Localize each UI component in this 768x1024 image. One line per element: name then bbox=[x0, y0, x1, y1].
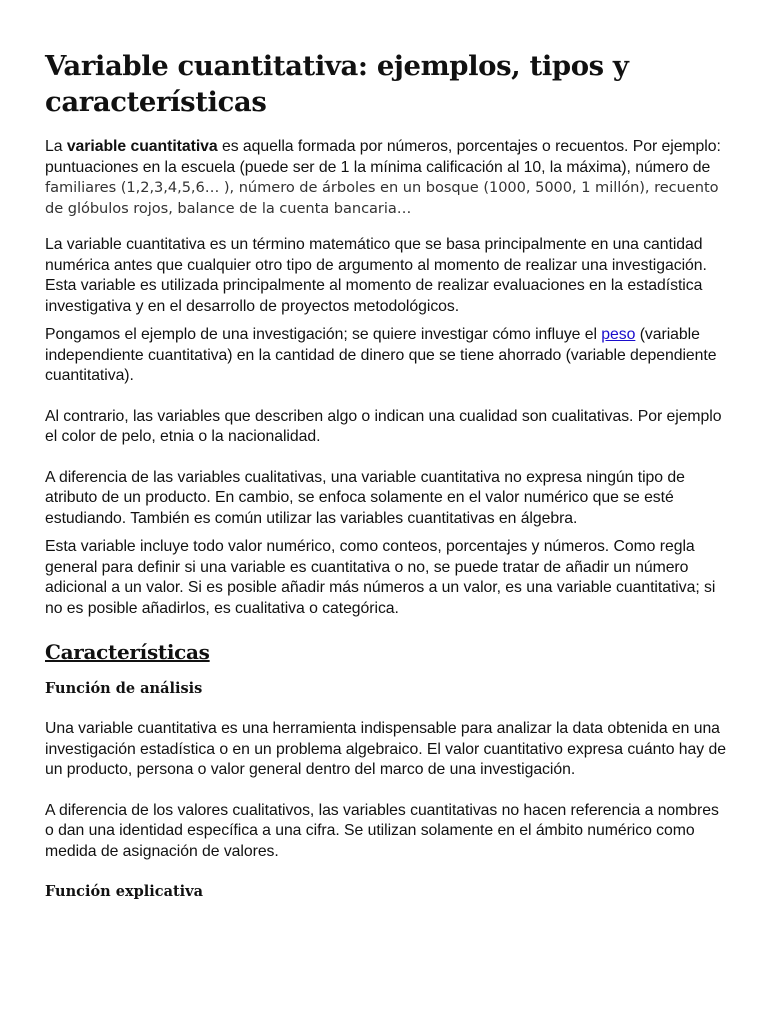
p3-after: (variable independiente cuantitativa) en la cantidad de dinero que se tiene ahorrado (variable dependiente cuantitativa). bbox=[45, 326, 717, 384]
intro-paragraph-2: La variable cuantitativa es un término matemático que se basa principalmente en una cantidad numérica antes que cualquier otro tipo de argumento al momento de realizar una investigación. Esta variable es utilizada principalmente al momento de realizar evaluaciones en la estadística investigativa y en el desarrollo de proyectos metodológicos. bbox=[45, 236, 707, 315]
subheading-analisis: Función de análisis bbox=[45, 680, 203, 697]
peso-link[interactable]: peso bbox=[601, 326, 636, 343]
analisis-paragraph-1: Una variable cuantitativa es una herramienta indispensable para analizar la data obtenida en una investigación estadística o en un problema algebraico. El valor cuantitativo expresa cuánto hay de un producto, persona o valor general dentro del marco de una investigación. bbox=[45, 720, 726, 778]
term-bold: variable cuantitativa bbox=[66, 138, 218, 155]
intro-paragraph-1 bbox=[45, 137, 730, 219]
page-title: Variable cuantitativa: ejemplos, tipos y características bbox=[45, 50, 629, 118]
intro-paragraph-4: Al contrario, las variables que describen algo o indican una cualidad son cualitativas. Por ejemplo el color de pelo, etnia o la nacionalidad. bbox=[45, 407, 722, 445]
section-heading: Características bbox=[45, 640, 210, 664]
subheading-explicativa: Función explicativa bbox=[45, 883, 203, 900]
intro-paragraph-3 bbox=[45, 325, 730, 387]
document-page bbox=[45, 48, 730, 902]
intro-paragraph-5: A diferencia de las variables cualitativas, una variable cuantitativa no expresa ningún tipo de atributo de un producto. En cambio, se enfoca solamente en el valor numérico que se esté estudiando. También es común utilizar las variables cuantitativas en álgebra. bbox=[45, 468, 685, 527]
intro-prefix: La bbox=[45, 138, 67, 155]
analisis-paragraph-2: A diferencia de los valores cualitativos, las variables cuantitativas no hacen referencia a nombres o dan una identidad específica a una cifra. Se utilizan solamente en el ámbito numérico como medida de asignación de valores. bbox=[45, 801, 719, 860]
intro-paragraph-6: Esta variable incluye todo valor numérico, como conteos, porcentajes y números. Como regla general para definir si una variable es cuantitativa o no, se puede tratar de añadir un número adicional a un valor. Si es posible añadir más números a un valor, es una variable cuantitativa; si no es posible añadirlos, es cualitativa o categórica. bbox=[45, 538, 716, 617]
intro-text: es aquella formada por números, porcentajes o recuentos. Por ejemplo: puntuaciones en la escuela (puede ser de 1 la mínima calificación al 10, la máxima), número de bbox=[45, 138, 721, 176]
intro-examples: familiares (1,2,3,4,5,6… ), número de árboles en un bosque (1000, 5000, 1 millón), recuento de glóbulos rojos, balance de la cuenta bancaria… bbox=[45, 179, 719, 217]
p3-before: Pongamos el ejemplo de una investigación; se quiere investigar cómo influye el bbox=[45, 326, 602, 343]
